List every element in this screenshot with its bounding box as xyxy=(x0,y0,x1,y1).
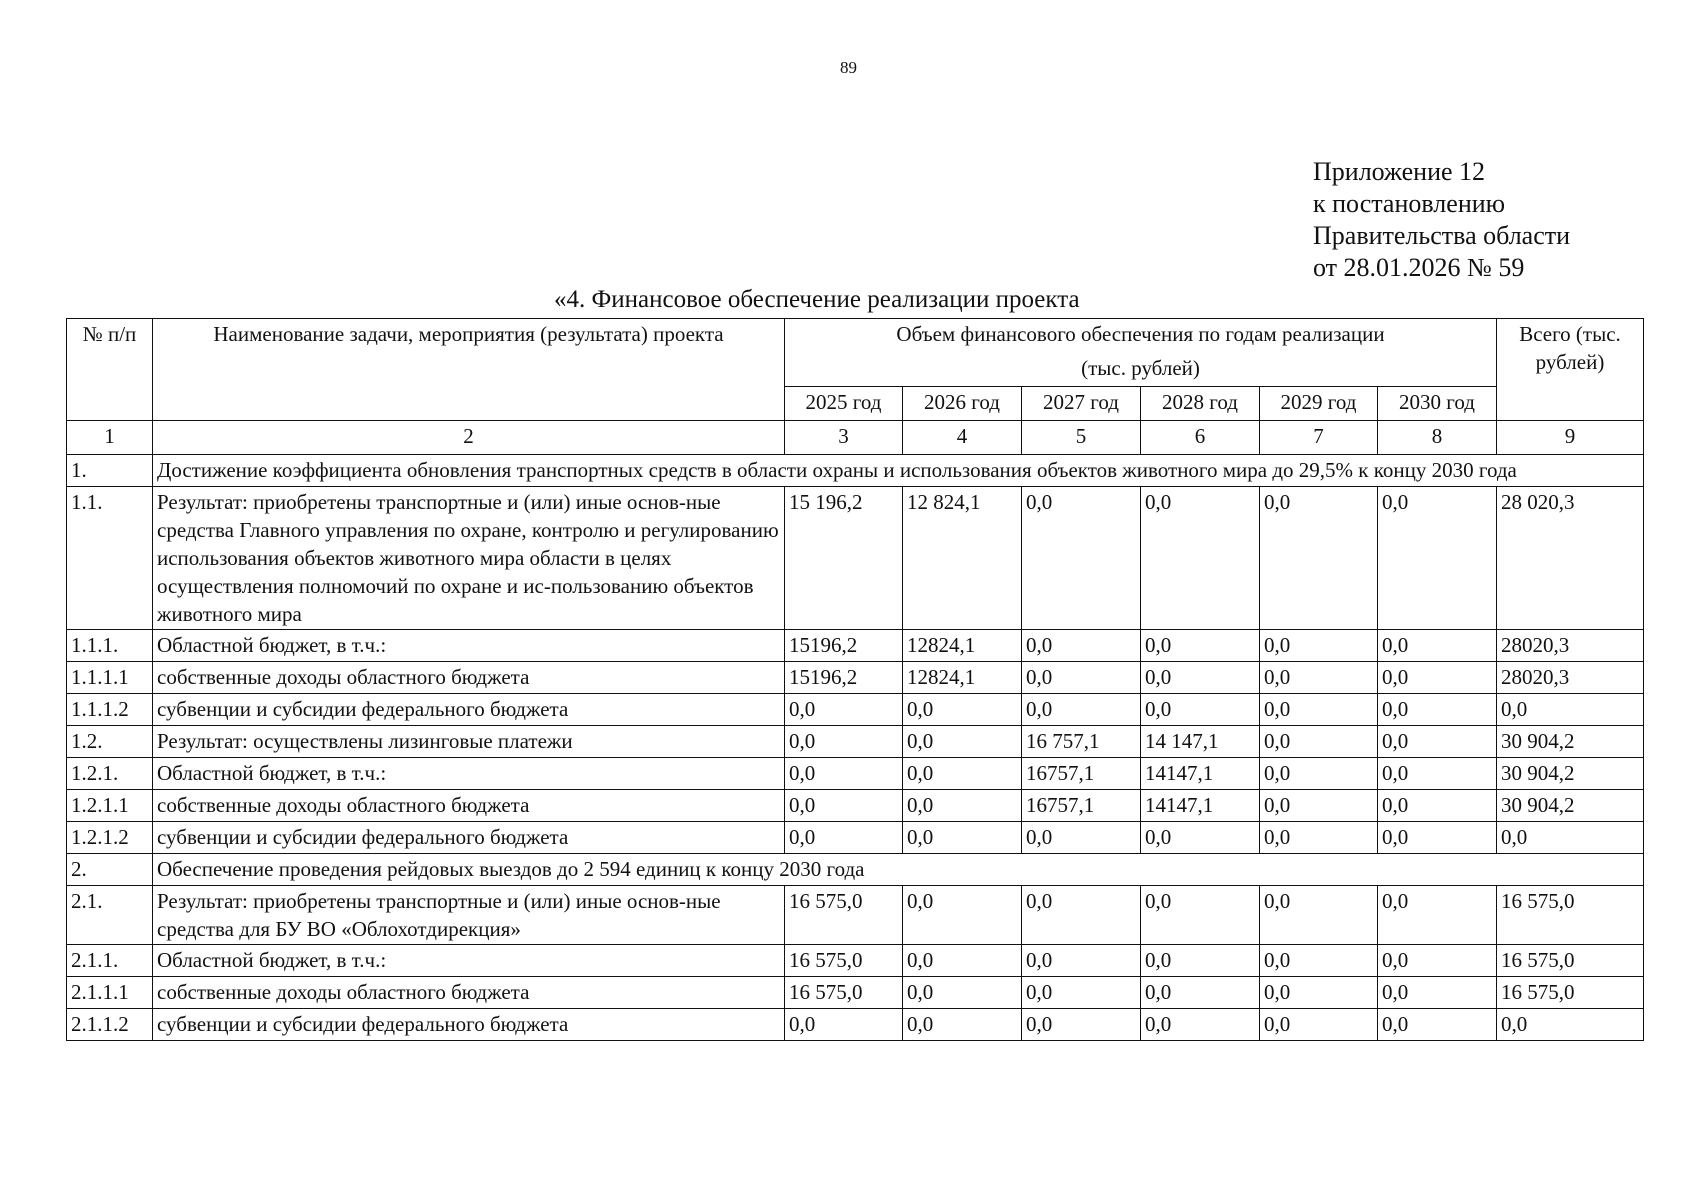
row-value: 0,0 xyxy=(1378,758,1497,790)
row-value: 14147,1 xyxy=(1141,758,1260,790)
section-row xyxy=(67,854,1644,886)
row-value: 0,0 xyxy=(1022,945,1141,977)
row-name: собственные доходы областного бюджета xyxy=(153,977,785,1009)
row-value: 0,0 xyxy=(1378,726,1497,758)
row-number: 2.1.1.2 xyxy=(67,1009,153,1041)
row-value: 0,0 xyxy=(785,822,903,854)
row-value: 15196,2 xyxy=(785,662,903,694)
row-total: 16 575,0 xyxy=(1497,977,1644,1009)
row-total: 0,0 xyxy=(1497,822,1644,854)
table-row xyxy=(67,822,1644,854)
column-number: 7 xyxy=(1260,421,1378,455)
row-value: 0,0 xyxy=(1260,630,1378,662)
row-value: 0,0 xyxy=(1378,945,1497,977)
row-number: 1.1.1.1 xyxy=(67,662,153,694)
row-value: 0,0 xyxy=(1378,1009,1497,1041)
row-value: 0,0 xyxy=(1260,886,1378,945)
row-number: 1.1.1. xyxy=(67,630,153,662)
row-value: 0,0 xyxy=(1022,630,1141,662)
row-value: 12824,1 xyxy=(903,662,1022,694)
document-title: «4. Финансовое обеспечение реализации проекта xyxy=(554,286,1080,313)
table-row xyxy=(67,694,1644,726)
header-year: 2025 год xyxy=(785,387,903,421)
row-value: 0,0 xyxy=(1260,726,1378,758)
column-number: 6 xyxy=(1141,421,1260,455)
row-total: 28020,3 xyxy=(1497,662,1644,694)
row-total: 16 575,0 xyxy=(1497,945,1644,977)
table-row xyxy=(67,945,1644,977)
row-value: 0,0 xyxy=(903,758,1022,790)
row-name: Результат: осуществлены лизинговые платежи xyxy=(153,726,785,758)
column-number: 2 xyxy=(153,421,785,455)
table-row xyxy=(67,662,1644,694)
row-value: 12 824,1 xyxy=(903,487,1022,630)
row-value: 0,0 xyxy=(1022,886,1141,945)
row-value: 0,0 xyxy=(1141,487,1260,630)
row-value: 0,0 xyxy=(903,945,1022,977)
row-value: 0,0 xyxy=(1141,886,1260,945)
row-total: 16 575,0 xyxy=(1497,886,1644,945)
row-value: 0,0 xyxy=(1141,694,1260,726)
table-header xyxy=(67,319,1644,455)
row-value: 0,0 xyxy=(1260,758,1378,790)
table-row xyxy=(67,1009,1644,1041)
row-value: 16 575,0 xyxy=(785,945,903,977)
row-name: Областной бюджет, в т.ч.: xyxy=(153,758,785,790)
row-total: 28020,3 xyxy=(1497,630,1644,662)
row-value: 0,0 xyxy=(1260,662,1378,694)
row-value: 0,0 xyxy=(1141,662,1260,694)
row-value: 0,0 xyxy=(1022,1009,1141,1041)
row-value: 0,0 xyxy=(1260,945,1378,977)
row-value: 14 147,1 xyxy=(1141,726,1260,758)
row-value: 0,0 xyxy=(1260,822,1378,854)
table-row xyxy=(67,630,1644,662)
row-name: Результат: приобретены транспортные и (или) иные основ-ные средства для БУ ВО «Облохотдирекция» xyxy=(153,886,785,945)
row-value: 16757,1 xyxy=(1022,758,1141,790)
row-value: 0,0 xyxy=(1378,487,1497,630)
row-total: 30 904,2 xyxy=(1497,790,1644,822)
header-volume: Объем финансового обеспечения по годам реализации xyxy=(785,319,1497,353)
row-name: собственные доходы областного бюджета xyxy=(153,662,785,694)
row-value: 0,0 xyxy=(1260,977,1378,1009)
row-value: 0,0 xyxy=(1260,487,1378,630)
table-row xyxy=(67,726,1644,758)
row-value: 0,0 xyxy=(1022,822,1141,854)
header-units: (тыс. рублей) xyxy=(785,353,1497,387)
row-value: 16 575,0 xyxy=(785,886,903,945)
header-name: Наименование задачи, мероприятия (результата) проекта xyxy=(153,319,785,421)
row-name: Областной бюджет, в т.ч.: xyxy=(153,945,785,977)
table-row xyxy=(67,758,1644,790)
row-total: 30 904,2 xyxy=(1497,726,1644,758)
row-value: 0,0 xyxy=(1141,630,1260,662)
column-numbers-row xyxy=(67,421,1644,455)
row-value: 0,0 xyxy=(1260,790,1378,822)
row-value: 0,0 xyxy=(1260,1009,1378,1041)
row-value: 0,0 xyxy=(1378,977,1497,1009)
row-number: 1.2.1. xyxy=(67,758,153,790)
row-value: 0,0 xyxy=(785,726,903,758)
row-number: 1.2.1.1 xyxy=(67,790,153,822)
row-value: 0,0 xyxy=(1141,945,1260,977)
row-name: Областной бюджет, в т.ч.: xyxy=(153,630,785,662)
column-number: 8 xyxy=(1378,421,1497,455)
row-value: 0,0 xyxy=(1378,886,1497,945)
row-value: 0,0 xyxy=(785,758,903,790)
table-row xyxy=(67,886,1644,945)
row-name: субвенции и субсидии федерального бюджета xyxy=(153,694,785,726)
column-number: 5 xyxy=(1022,421,1141,455)
row-number: 1. xyxy=(67,455,153,487)
row-value: 0,0 xyxy=(903,790,1022,822)
row-value: 0,0 xyxy=(1022,694,1141,726)
table-body xyxy=(67,455,1644,1041)
row-value: 16 757,1 xyxy=(1022,726,1141,758)
row-value: 0,0 xyxy=(903,977,1022,1009)
header-year: 2027 год xyxy=(1022,387,1141,421)
row-total: 0,0 xyxy=(1497,1009,1644,1041)
row-value: 0,0 xyxy=(1022,977,1141,1009)
row-value: 0,0 xyxy=(1260,694,1378,726)
row-value: 0,0 xyxy=(1141,822,1260,854)
row-value: 0,0 xyxy=(903,886,1022,945)
row-value: 15196,2 xyxy=(785,630,903,662)
row-value: 0,0 xyxy=(1022,487,1141,630)
row-name: субвенции и субсидии федерального бюджета xyxy=(153,1009,785,1041)
row-value: 0,0 xyxy=(1378,630,1497,662)
row-value: 14147,1 xyxy=(1141,790,1260,822)
appendix-line: от 28.01.2026 № 59 xyxy=(1313,253,1525,282)
row-number: 2.1.1. xyxy=(67,945,153,977)
table-row xyxy=(67,487,1644,630)
row-number: 1.1. xyxy=(67,487,153,630)
section-row xyxy=(67,455,1644,487)
row-value: 0,0 xyxy=(785,1009,903,1041)
row-value: 16 575,0 xyxy=(785,977,903,1009)
section-title: Обеспечение проведения рейдовых выездов до 2 594 единиц к концу 2030 года xyxy=(153,854,1644,886)
header-year: 2026 год xyxy=(903,387,1022,421)
row-value: 15 196,2 xyxy=(785,487,903,630)
row-number: 2. xyxy=(67,854,153,886)
column-number: 9 xyxy=(1497,421,1644,455)
row-value: 0,0 xyxy=(1022,662,1141,694)
row-value: 0,0 xyxy=(1378,790,1497,822)
row-value: 0,0 xyxy=(903,822,1022,854)
row-value: 0,0 xyxy=(903,694,1022,726)
row-value: 0,0 xyxy=(1141,977,1260,1009)
appendix-line: к постановлению xyxy=(1313,189,1506,218)
row-value: 0,0 xyxy=(903,1009,1022,1041)
row-number: 1.2.1.2 xyxy=(67,822,153,854)
row-value: 16757,1 xyxy=(1022,790,1141,822)
row-value: 0,0 xyxy=(903,726,1022,758)
financing-table xyxy=(66,318,1644,1041)
column-number: 3 xyxy=(785,421,903,455)
row-value: 0,0 xyxy=(785,790,903,822)
row-value: 0,0 xyxy=(1378,694,1497,726)
table-row xyxy=(67,977,1644,1009)
column-number: 4 xyxy=(903,421,1022,455)
row-name: собственные доходы областного бюджета xyxy=(153,790,785,822)
appendix-line: Правительства области xyxy=(1313,221,1571,250)
row-number: 2.1. xyxy=(67,886,153,945)
row-value: 0,0 xyxy=(1378,662,1497,694)
appendix-block xyxy=(1313,156,1570,284)
page-number: 89 xyxy=(840,58,857,77)
header-year: 2028 год xyxy=(1141,387,1260,421)
header-total: Всего (тыс. рублей) xyxy=(1497,319,1644,421)
row-number: 1.1.1.2 xyxy=(67,694,153,726)
row-number: 1.2. xyxy=(67,726,153,758)
row-value: 12824,1 xyxy=(903,630,1022,662)
appendix-line: Приложение 12 xyxy=(1313,157,1486,186)
table-row xyxy=(67,790,1644,822)
row-total: 28 020,3 xyxy=(1497,487,1644,630)
row-name: субвенции и субсидии федерального бюджета xyxy=(153,822,785,854)
row-number: 2.1.1.1 xyxy=(67,977,153,1009)
row-value: 0,0 xyxy=(785,694,903,726)
row-name: Результат: приобретены транспортные и (или) иные основ-ные средства Главного управления по охране, контролю и регулированию использования объектов животного мира области в целях осуществления полномочий по охране и ис-пользованию объектов животного мира xyxy=(153,487,785,630)
row-total: 0,0 xyxy=(1497,694,1644,726)
header-year: 2030 год xyxy=(1378,387,1497,421)
row-total: 30 904,2 xyxy=(1497,758,1644,790)
row-value: 0,0 xyxy=(1141,1009,1260,1041)
column-number: 1 xyxy=(67,421,153,455)
header-num: № п/п xyxy=(67,319,153,421)
header-year: 2029 год xyxy=(1260,387,1378,421)
section-title: Достижение коэффициента обновления транспортных средств в области охраны и использования объектов животного мира до 29,5% к концу 2030 года xyxy=(153,455,1644,487)
row-value: 0,0 xyxy=(1378,822,1497,854)
